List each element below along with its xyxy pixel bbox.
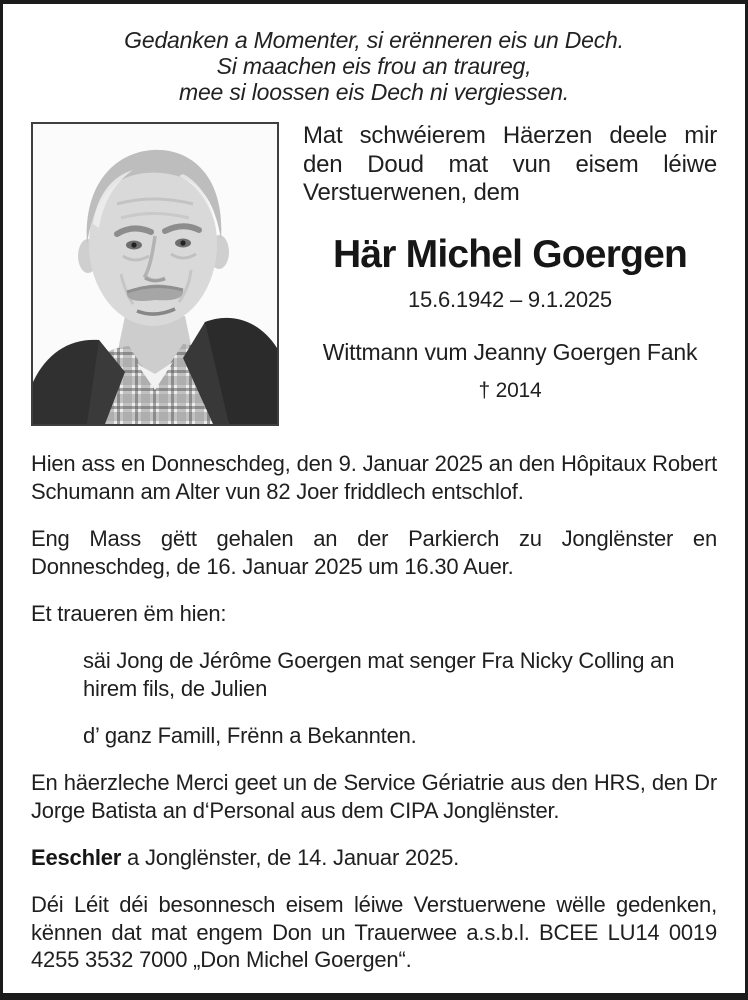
notice-body (31, 450, 717, 974)
memorial-verse (31, 28, 717, 105)
mourner-family: säi Jong de Jérôme Goergen mat senger Fra Nicky Colling an hirem fils, de Julien (83, 647, 675, 701)
announcement-intro: Mat schwéierem Häerzen deele mir den Doud mat vun eisem léiwe Verstuerwenen, dem (303, 122, 717, 206)
memorial-verse-line-3: mee si loossen eis Dech ni vergiessen. (179, 78, 569, 105)
paragraph-donation: Déi Léit déi besonnesch eisem léiwe Verstuerwene wëlle gedenken, kënnen dat mat engem Don un Trauerwee a.s.b.l. BCEE LU14 0019 4255 3532 7000 „Don Michel Goergen“. (31, 891, 717, 973)
portrait-photo (31, 122, 279, 426)
memorial-verse-line-1: Gedanken a Momenter, si erënneren eis un Dech. (124, 27, 624, 53)
relation-line: Wittmann vum Jeanny Goergen Fank (322, 339, 698, 366)
mourner-others: d’ ganz Famill, Frënn a Bekannten. (83, 722, 417, 748)
deceased-name: Här Michel Goergen (332, 233, 688, 277)
place-date-line (31, 844, 717, 872)
paragraph-thanks: En häerzleche Merci geet un de Service Gériatrie aus den HRS, den Dr Jorge Batista an d‘Personal aus dem CIPA Jonglënster. (31, 769, 717, 823)
spouse-death-year: † 2014 (478, 379, 542, 403)
announcement-column (279, 122, 717, 403)
memorial-verse-line-2: Si maachen eis frou an traureg, (216, 52, 532, 79)
paragraph-death-announcement: Hien ass en Donneschdeg, den 9. Januar 2025 an den Hôpitaux Robert Schumann am Alter vun 82 Joer friddlech entschlof. (31, 451, 717, 505)
life-dates: 15.6.1942 – 9.1.2025 (408, 287, 612, 313)
place-date-rest: a Jonglënster, de 14. Januar 2025. (121, 844, 460, 870)
paragraph-mass-service: Eng Mass gëtt gehalen an der Parkierch zu Jonglënster en Donneschdeg, de 16. Januar 2025 um 16.30 Auer. (31, 526, 717, 580)
portrait-illustration (33, 124, 277, 424)
header-section (31, 122, 717, 426)
place-name: Eeschler (31, 844, 122, 870)
mourners-heading: Et traueren ëm hien: (31, 601, 227, 626)
